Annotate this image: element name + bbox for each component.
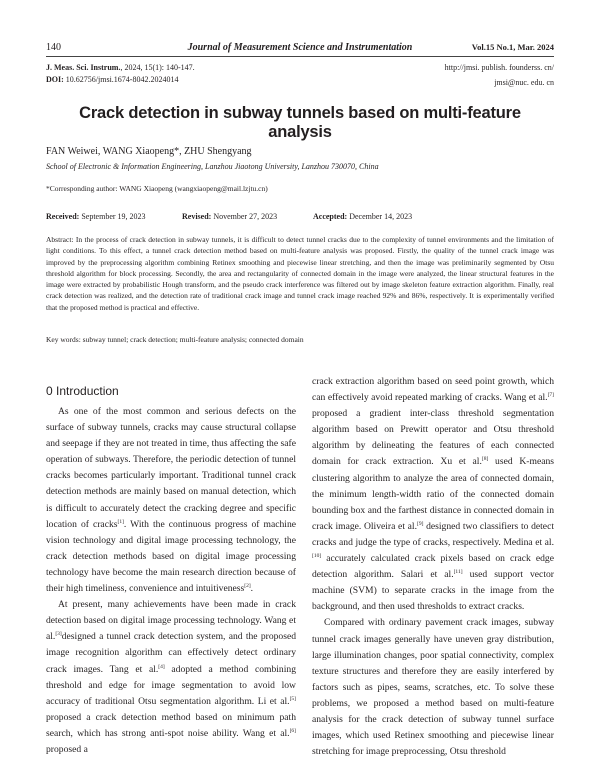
received-date: [46, 212, 146, 221]
doi-line: [46, 74, 178, 86]
paragraph: As one of the most common and serious defects on the surface of subway tunnels, cracks may cause structural collapse and seepage if they are not treated in time, thus affecting the safe operation of subways. Therefore, the periodic detection of tunnel cracks becomes particularly important. Traditional tunnel crack detection methods are mainly based on manual detection, which is difficult to accurately detect the cracking degree and specific location of cracks[1]. With the continuous progress of machine vision technology and digital image processing technology, the crack detection methods based on digital image processing technology have become the main research direction because of their high timeliness, convenience and intuitiveness[2].: [46, 406, 296, 595]
citation-ref[interactable]: [7]: [547, 391, 554, 398]
citation-value: , 2024, 15(1): 140-147.: [120, 63, 195, 72]
paragraph: crack extraction algorithm based on seed point growth, which can effectively avoid repeated marking of cracks. Wang et al.[7] proposed a gradient inter-class threshold segmentation algorithm based on Prewitt operator and Otsu threshold algorithm by delineating the features of each connected domain for crack extraction. Xu et al.[8] used K-means clustering algorithm to analyze the area of connected domain, the minimum length-width ratio of the connected domain bounding box and the farthest distance in connected domain in crack image. Oliveira et al.[9] designed two classifiers to detect cracks and judge the type of cracks, respectively. Medina et al.[10] accurately calculated crack pixels based on crack edge detection algorithm. Salari et al.[11] used support vector machine (SVM) to separate cracks in the image from the background, and then used thresholds to extract cracks.: [312, 376, 554, 613]
paragraph: At present, many achievements have been made in crack detection based on digital image processing technology. Wang et al.[3]designed a tunnel crack detection system, and the proposed image recognition algorithm can effectively detect ordinary crack images. Tang et al.[4] adopted a method combining threshold and edge for image segmentation to avoid low accuracy of traditional Otsu segmentation algorithm. Li et al.[5] proposed a crack detection method based on minimum path search, which has strong anti-spot noise ability. Wang et al.[6] proposed a: [46, 599, 296, 755]
volume-info: Vol.15 No.1, Mar. 2024: [471, 42, 554, 52]
citation-ref[interactable]: [3]: [55, 631, 62, 638]
citation-ref[interactable]: [10]: [312, 552, 322, 559]
journal-email[interactable]: jmsi@nuc. edu. cn: [494, 78, 554, 87]
revised-label: Revised:: [182, 212, 212, 221]
citation-ref[interactable]: [8]: [481, 456, 489, 463]
page-number: 140: [46, 42, 61, 53]
dates-line: [46, 212, 554, 224]
corresponding-label: *Corresponding author:: [46, 184, 118, 193]
citation-ref[interactable]: [6]: [289, 727, 296, 734]
paper-title: Crack detection in subway tunnels based on multi-feature analysis: [79, 104, 521, 141]
citation-ref[interactable]: [2]: [244, 582, 251, 589]
paragraph: Compared with ordinary pavement crack images, subway tunnel crack images generally have uneven gray distribution, large illumination changes, poor spatial connectivity, complex texture structures and therefore they are easily interfered by factors such as pipes, seams, scratches, etc. To solve these problems, we proposed a method based on multi-feature analysis for the crack detection of subway tunnel surface images, which used Retinex smoothing and piecewise linear stretching for image preprocessing, Otsu threshold: [312, 617, 554, 758]
affiliation: School of Electronic & Information Engineering, Lanzhou Jiaotong University, Lanzhou 730070, China: [46, 162, 379, 171]
citation-ref[interactable]: [11]: [453, 568, 463, 575]
abstract: Abstract: In the process of crack detection in subway tunnels, it is difficult to detect tunnel cracks due to the complexity of tunnel environments and the limitation of light conditions. To this effect, a tunnel crack detection method based on multi-feature analysis was proposed. Firstly, the quality of the tunnel crack image was improved by the preprocessing algorithm combining Retinex smoothing and piecewise linear stretching, and then the image was preliminarily segmented by Otsu threshold algorithm for block processing. Secondly, the area and rectangularity of connected domain in the image were analyzed, the linear structural features in the image were extracted by probabilistic Hough transform, and the pseudo crack interference was filtered out by image skeleton feature extraction algorithm. Finally, real crack detection was realized, and the detection rate of traditional crack image and tunnel crack image reached 92% and 86%, respectively. It is experimentally verified that the proposed method is practical and effective.: [46, 235, 554, 312]
keywords: Key words: subway tunnel; crack detection; multi-feature analysis; connected domain: [46, 335, 304, 344]
received-value: September 19, 2023: [79, 212, 146, 221]
column-left: [46, 404, 296, 758]
revised-value: November 27, 2023: [211, 212, 278, 221]
header-rule: [46, 56, 554, 57]
section-heading-introduction: 0 Introduction: [46, 384, 119, 398]
citation-ref[interactable]: [1]: [117, 518, 124, 525]
doi-label: DOI:: [46, 75, 64, 84]
corresponding-author: [46, 184, 268, 193]
accepted-date: [313, 212, 412, 221]
author-list: FAN Weiwei, WANG Xiaopeng*, ZHU Shengyang: [46, 146, 252, 157]
accepted-value: December 14, 2023: [347, 212, 413, 221]
revised-date: [182, 212, 277, 221]
received-label: Received:: [46, 212, 80, 221]
journal-url[interactable]: http://jmsi. publish. founderss. cn/: [444, 63, 554, 72]
citation-ref[interactable]: [4]: [158, 663, 165, 670]
citation-ref[interactable]: [5]: [289, 695, 296, 702]
citation-line: [46, 62, 195, 74]
accepted-label: Accepted:: [313, 212, 348, 221]
journal-name: Journal of Measurement Science and Instrumentation: [187, 42, 413, 53]
column-right: [312, 374, 554, 760]
citation-ref[interactable]: [9]: [416, 520, 424, 527]
citation-label: J. Meas. Sci. Instrum.: [46, 63, 121, 72]
corresponding-value: WANG Xiaopeng (wangxiaopeng@mail.lzjtu.cn): [117, 184, 268, 193]
doi-value[interactable]: 10.62756/jmsi.1674-8042.2024014: [63, 75, 179, 84]
